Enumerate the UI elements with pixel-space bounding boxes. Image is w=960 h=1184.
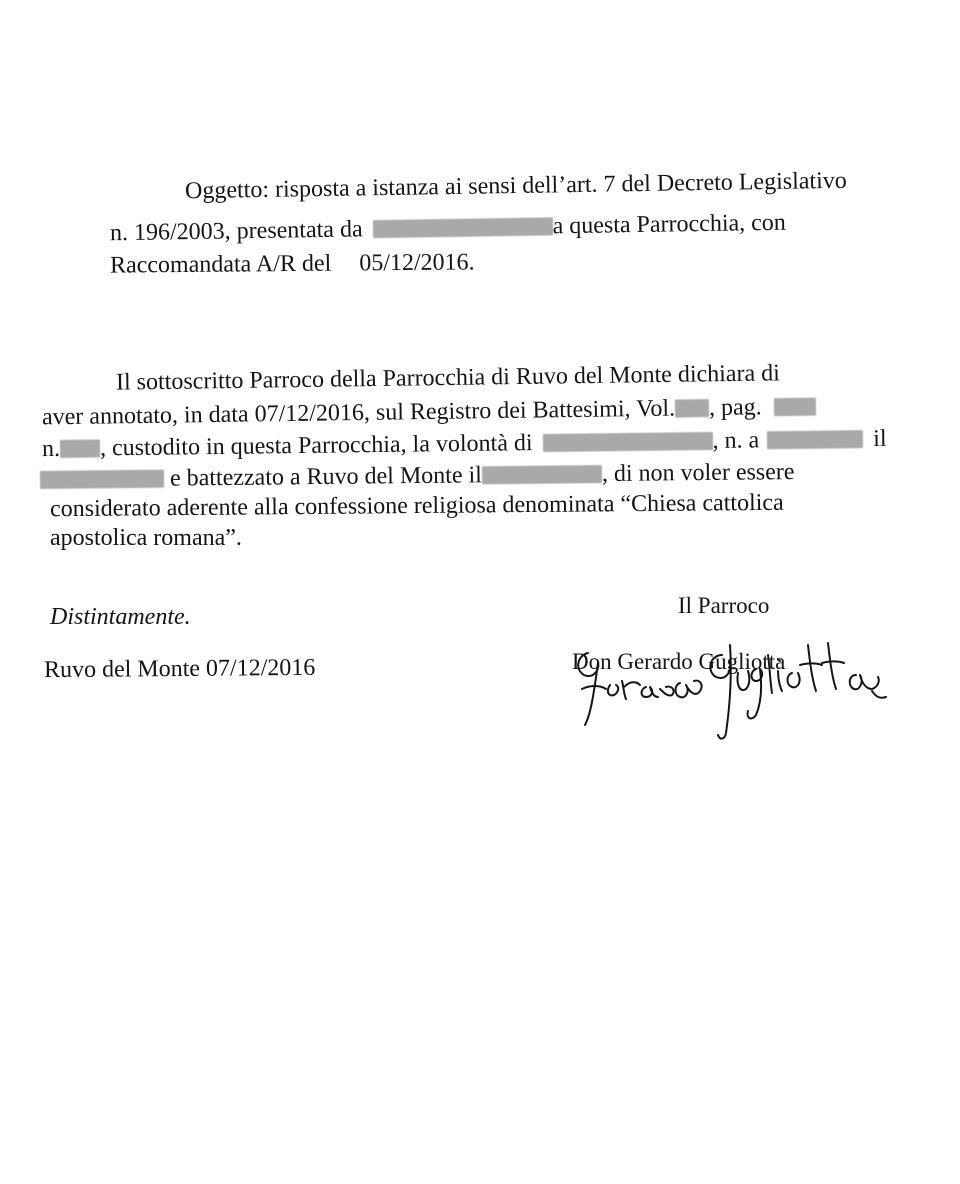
body-text-2b: , pag.	[708, 394, 762, 422]
body-line-2	[42, 393, 816, 432]
body-line-5	[50, 489, 784, 523]
body-text-3d: il	[873, 425, 887, 453]
greeting-text: Distintamente.	[50, 604, 191, 630]
body-text-4a: e battezzato a Ruvo del Monte il	[169, 462, 483, 492]
body-line-6	[50, 524, 242, 552]
body-line-1	[116, 359, 780, 396]
signature-area	[560, 615, 900, 745]
body-text-3a: n.	[41, 435, 61, 463]
redacted-requester-name	[372, 217, 552, 238]
closing-greeting	[50, 603, 191, 631]
redacted-baptism-date	[482, 465, 602, 484]
redacted-number	[60, 439, 100, 457]
handwritten-signature-icon	[560, 615, 900, 745]
name-text: Don Gerardo Gugliotta	[572, 649, 786, 674]
subject-date: 05/12/2016.	[359, 249, 475, 277]
place-date-text: Ruvo del Monte 07/12/2016	[43, 654, 316, 684]
subject-text-1: Oggetto: risposta a istanza ai sensi dell’art. 7 del Decreto Legislativo	[184, 167, 847, 205]
body-text-3b: , custodito in questa Parrocchia, la volontà di	[99, 430, 533, 462]
body-text-5: considerato aderente alla confessione religiosa denominata “Chiesa cattolica	[49, 489, 784, 523]
role-text: Il Parroco	[678, 593, 770, 618]
subject-text-3: Raccomandata A/R del	[109, 250, 332, 279]
redacted-person-name	[542, 432, 712, 452]
redacted-page	[774, 398, 816, 417]
body-text-4b: , di non voler essere	[601, 459, 795, 488]
redacted-birthdate	[40, 470, 164, 489]
body-text-2a: aver annotato, in data 07/12/2016, sul Registro dei Battesimi, Vol.	[41, 395, 676, 431]
body-line-4	[40, 458, 795, 494]
subject-line-1	[185, 167, 847, 205]
body-text-1: Il sottoscritto Parroco della Parrocchia di Ruvo del Monte dichiara di	[115, 360, 780, 396]
body-text-3c: , n. a	[712, 427, 760, 454]
redacted-volume	[675, 399, 709, 417]
subject-text-2b: a questa Parrocchia, con	[552, 209, 787, 240]
subject-text-2a: n. 196/2003, presentata da	[109, 216, 363, 247]
closing-place-date	[44, 654, 316, 684]
subject-line-3	[110, 248, 475, 279]
redacted-birthplace	[767, 430, 863, 449]
body-text-6: apostolica romana”.	[50, 525, 242, 551]
subject-line-2	[110, 209, 786, 248]
